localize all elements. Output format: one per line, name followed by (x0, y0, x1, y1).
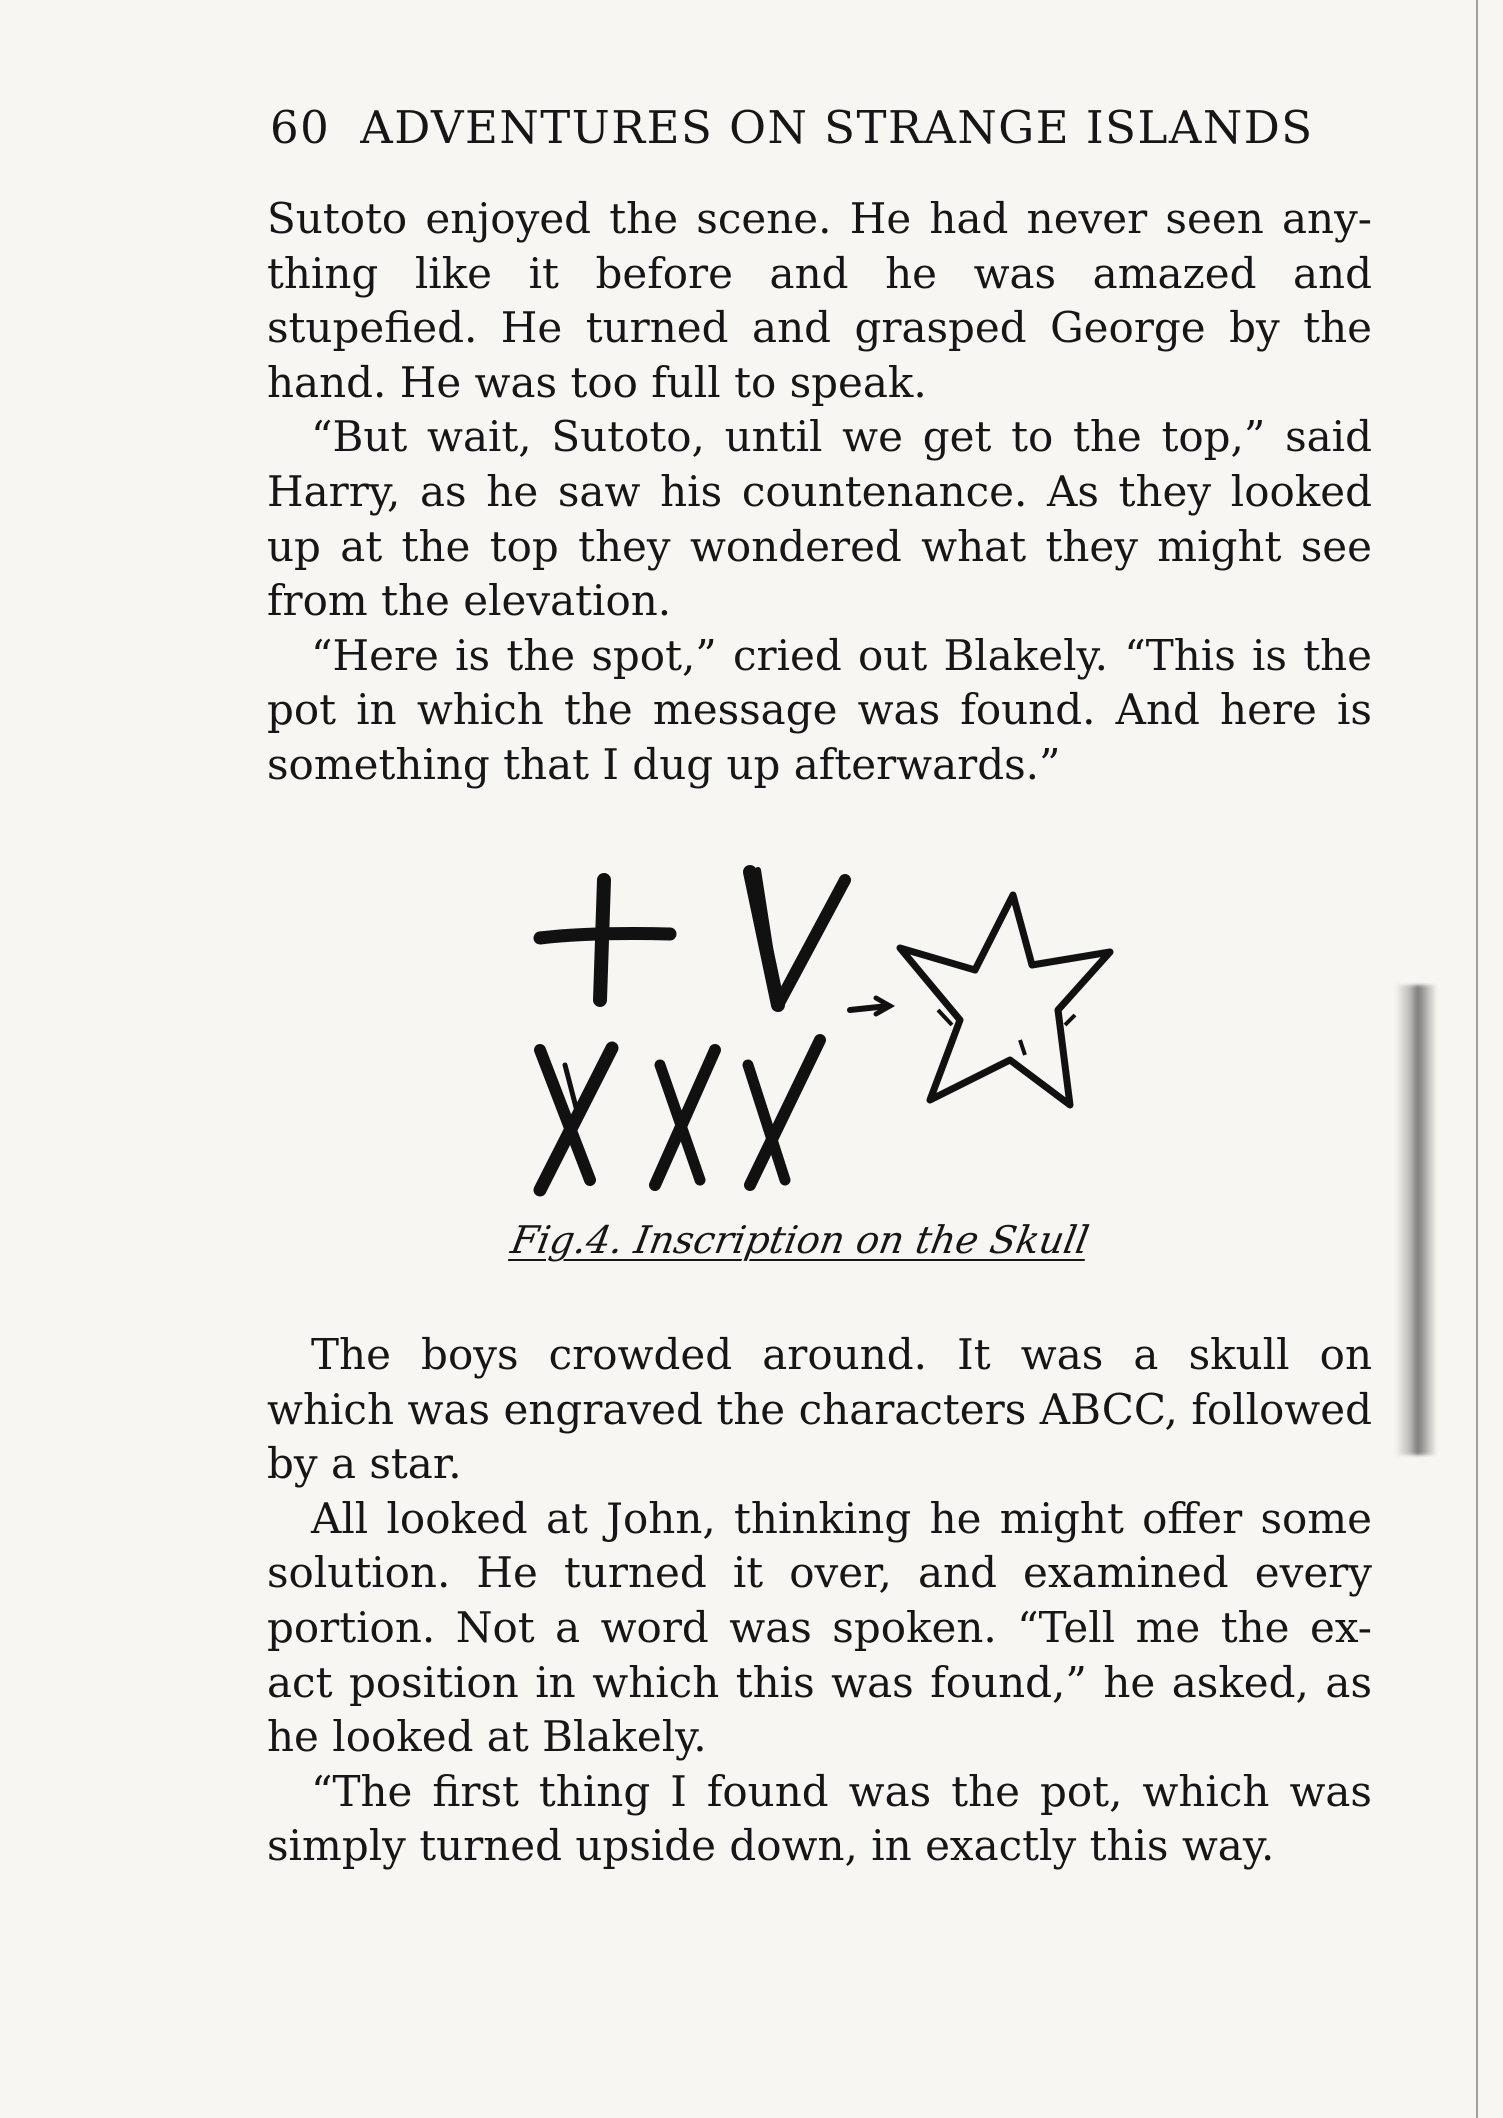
paragraph: Sutoto enjoyed the scene. He had never seen any-thing like it before and he was amazed and stupefied. He turned and grasped George by the hand. He was too full to speak. (267, 194, 1372, 407)
skull-inscription-figure (520, 850, 1190, 1240)
paragraph: The boys crowded around. It was a skull on which was engraved the characters ABCC, followed by a star. (267, 1330, 1372, 1489)
figure-caption: Fig.4. Inscription on the Skull (507, 1218, 1093, 1262)
page-edge-line (1476, 0, 1478, 2118)
running-title: ADVENTURES ON STRANGE ISLANDS (360, 101, 1314, 154)
paragraph: All looked at John, thinking he might offer some solution. He turned it over, and examined every portion. Not a word was spoken. “Tell me the ex-act position in which this was found,” he asked, as he looked at Blakely. (267, 1493, 1372, 1762)
page-number: 60 (270, 101, 331, 154)
scan-shadow (1395, 985, 1437, 1455)
paragraph: “But wait, Sutoto, until we get to the top,” said Harry, as he saw his countenance. As they looked up at the top they wondered what they might see from the elevation. (267, 412, 1372, 626)
paragraph: “Here is the spot,” cried out Blakely. “This is the pot in which the message was found. And here is something that I dug up afterwards.” (267, 630, 1372, 789)
running-head (270, 100, 1330, 156)
arrow-symbol (850, 998, 890, 1014)
plus-symbol (540, 880, 670, 1000)
paragraph: “The first thing I found was the pot, which was simply turned upside down, in exactly this way. (267, 1766, 1372, 1871)
body-text-bottom (267, 1328, 1372, 1874)
inscription-drawing (520, 850, 1190, 1240)
x-symbol (748, 1040, 820, 1185)
body-text-top (267, 192, 1372, 793)
star-symbol (900, 895, 1110, 1105)
x-symbol (540, 1048, 612, 1190)
v-symbol (750, 870, 845, 1005)
x-symbol (655, 1050, 715, 1185)
